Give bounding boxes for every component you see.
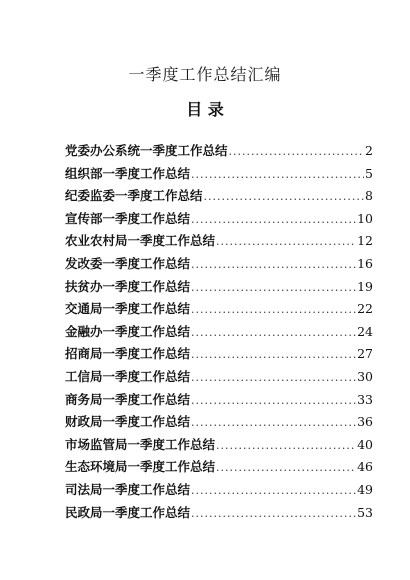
toc-entry[interactable]	[65, 366, 373, 389]
document-title: 一季度工作总结汇编	[128, 65, 282, 84]
toc-leader-dots	[191, 480, 356, 503]
toc-heading: 目 录	[186, 100, 224, 119]
toc-entry-page: 24	[357, 323, 373, 339]
toc-leader-dots	[191, 367, 356, 390]
toc-entry-label: 生态环境局一季度工作总结	[65, 459, 216, 475]
toc-leader-dots	[191, 209, 356, 232]
toc-entry[interactable]	[65, 276, 373, 299]
toc-entry-label: 财政局一季度工作总结	[65, 414, 191, 430]
toc-leader-dots	[191, 344, 356, 367]
toc-entry-page: 46	[357, 459, 373, 475]
toc-entry[interactable]	[65, 230, 373, 253]
toc-entry-page: 16	[357, 255, 373, 271]
toc-entry[interactable]	[65, 479, 373, 502]
toc-entry-page: 10	[357, 210, 373, 226]
toc-entry[interactable]	[65, 389, 373, 412]
toc-entry[interactable]	[65, 185, 373, 208]
toc-entry-page: 30	[357, 368, 373, 384]
toc-leader-dots	[216, 231, 356, 254]
toc-entry-page: 53	[357, 504, 373, 520]
toc-leader-dots	[191, 322, 356, 345]
toc-leader-dots	[191, 164, 364, 187]
toc-leader-dots	[191, 277, 356, 300]
toc-entry-label: 发改委一季度工作总结	[65, 255, 191, 271]
toc-entry-label: 扶贫办一季度工作总结	[65, 278, 191, 294]
toc-entry-label: 农业农村局一季度工作总结	[65, 233, 216, 249]
toc-leader-dots	[204, 186, 365, 209]
toc-entry-page: 22	[357, 301, 373, 317]
toc-entry-label: 民政局一季度工作总结	[65, 504, 191, 520]
toc-leader-dots	[229, 141, 365, 164]
toc-entry-label: 市场监管局一季度工作总结	[65, 436, 216, 452]
toc-entry-page: 5	[365, 165, 373, 181]
toc-entry-label: 工信局一季度工作总结	[65, 368, 191, 384]
toc-entry-page: 33	[357, 391, 373, 407]
toc-entry[interactable]	[65, 253, 373, 276]
toc-entry[interactable]	[65, 502, 373, 525]
toc-leader-dots	[216, 457, 356, 480]
toc-entry[interactable]	[65, 411, 373, 434]
toc-entry-label: 组织部一季度工作总结	[65, 165, 191, 181]
toc-entry-label: 金融办一季度工作总结	[65, 323, 191, 339]
toc-entry[interactable]	[65, 140, 373, 163]
toc-entry-label: 纪委监委一季度工作总结	[65, 188, 203, 204]
toc-entry-page: 8	[365, 188, 373, 204]
toc-entry-label: 宣传部一季度工作总结	[65, 210, 191, 226]
toc-entry[interactable]	[65, 208, 373, 231]
toc-entry[interactable]	[65, 343, 373, 366]
toc-leader-dots	[216, 435, 356, 458]
toc-entry[interactable]	[65, 298, 373, 321]
toc-entry-label: 司法局一季度工作总结	[65, 481, 191, 497]
toc-entry-page: 12	[357, 233, 373, 249]
toc-entry-page: 2	[365, 143, 373, 158]
toc-list	[65, 140, 373, 524]
toc-leader-dots	[191, 503, 356, 526]
toc-entry-page: 19	[357, 278, 373, 294]
toc-entry[interactable]	[65, 434, 373, 457]
toc-entry-page: 49	[357, 481, 373, 497]
toc-leader-dots	[191, 390, 356, 413]
toc-entry[interactable]	[65, 456, 373, 479]
toc-entry-page: 40	[357, 436, 373, 452]
toc-leader-dots	[191, 412, 356, 435]
toc-leader-dots	[191, 299, 356, 322]
toc-entry[interactable]	[65, 321, 373, 344]
toc-entry-label: 交通局一季度工作总结	[65, 301, 191, 317]
toc-entry-label: 招商局一季度工作总结	[65, 346, 191, 362]
toc-entry[interactable]	[65, 163, 373, 186]
toc-entry-label: 党委办公系统一季度工作总结	[65, 143, 228, 158]
toc-leader-dots	[191, 254, 356, 277]
toc-entry-page: 27	[357, 346, 373, 362]
toc-entry-label: 商务局一季度工作总结	[65, 391, 191, 407]
toc-entry-page: 36	[357, 414, 373, 430]
